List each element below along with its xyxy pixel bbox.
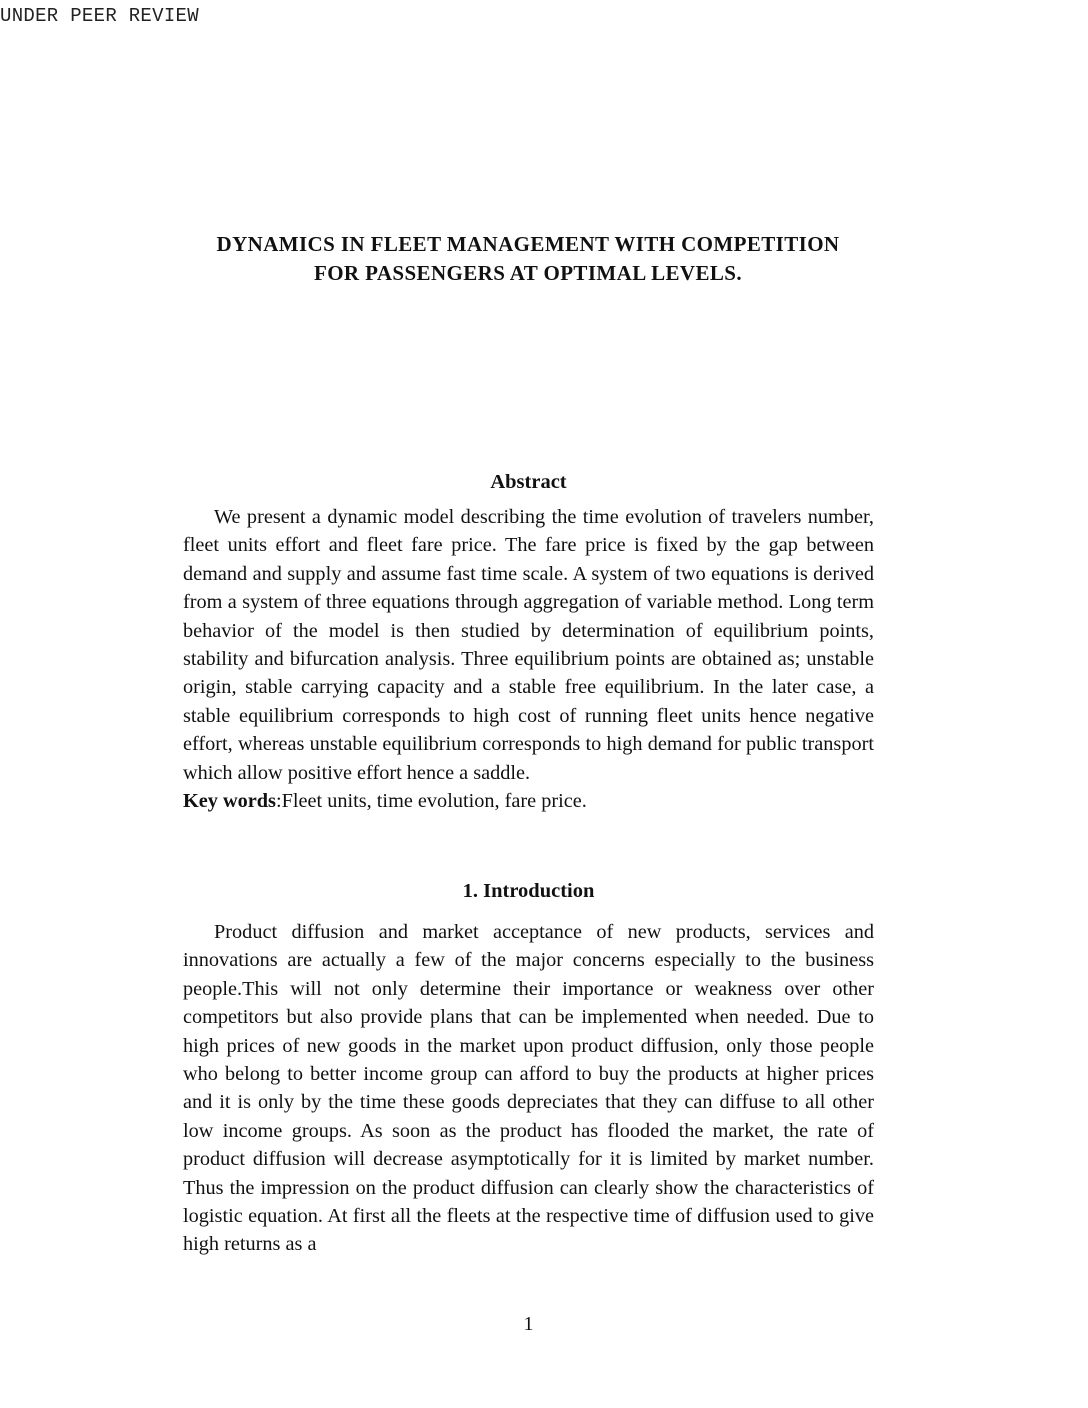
- keywords-text: :Fleet units, time evolution, fare price.: [275, 790, 587, 813]
- paper-title: [140, 230, 916, 288]
- introduction-section: [183, 918, 874, 1259]
- keywords: [183, 787, 874, 815]
- abstract-section: [183, 503, 874, 815]
- peer-review-watermark: UNDER PEER REVIEW: [0, 5, 199, 27]
- paper-title-line-1: DYNAMICS IN FLEET MANAGEMENT WITH COMPETITION: [216, 232, 840, 256]
- abstract-text: We present a dynamic model describing the time evolution of travelers number, fleet units effort and fleet fare price. The fare price is fixed by the gap between demand and supply and assume fast time scale. A system of two equations is derived from a system of three equations through aggregation of variable method. Long term behavior of the model is then studied by determination of equilibrium points, stability and bifurcation analysis. Three equilibrium points are obtained as; unstable origin, stable carrying capacity and a stable free equilibrium. In the later case, a stable equilibrium corresponds to high cost of running fleet units hence negative effort, whereas unstable equilibrium corresponds to high demand for public transport which allow positive effort hence a saddle.: [183, 506, 874, 784]
- abstract-heading: Abstract: [490, 471, 567, 493]
- page-number: 1: [523, 1313, 534, 1335]
- introduction-paragraph: Product diffusion and market acceptance of new products, services and innovations are actually a few of the major concerns especially to the business people.This will not only determine their importance or weakness over other competitors but also provide plans that can be implemented when needed. Due to high prices of new goods in the market upon product diffusion, only those people who belong to better income group can afford to buy the products at higher prices and it is only by the time these goods depreciates that they can diffuse to all other low income groups. As soon as the product has flooded the market, the rate of product diffusion will decrease asymptotically for it is limited by market number. Thus the impression on the product diffusion can clearly show the characteristics of logistic equation. At first all the fleets at the respective time of diffusion used to give high returns as a: [183, 921, 874, 1256]
- section-heading-introduction: 1. Introduction: [462, 880, 595, 902]
- paper-title-line-2: FOR PASSENGERS AT OPTIMAL LEVELS.: [313, 261, 743, 285]
- keywords-label: Key words: [183, 790, 276, 813]
